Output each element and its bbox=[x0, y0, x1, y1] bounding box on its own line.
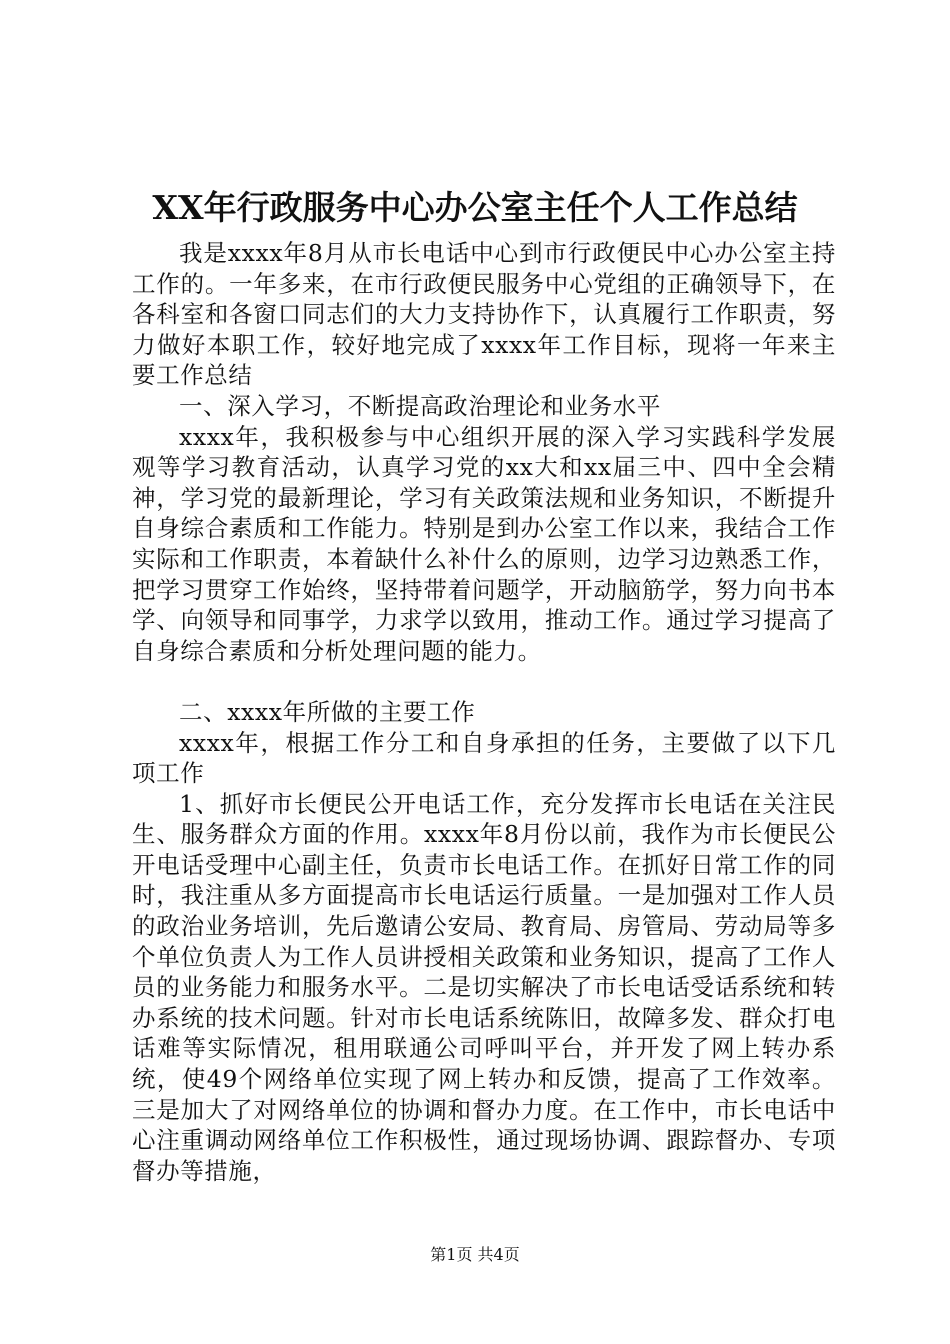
work-item-1-paragraph: 1、抓好市长便民公开电话工作，充分发挥市长电话在关注民生、服务群众方面的作用。xxxx年8月份以前，我作为市长便民公开电话受理中心副主任，负责市长电话工作。在抓好日常工作的同时，我注重从多方面提高市长电话运行质量。一是加强对工作人员的政治业务培训，先后邀请公安局、教育局、房管局、劳动局等多个单位负责人为工作人员讲授相关政策和业务知识，提高了工作人员的业务能力和服务水平。二是切实解决了市长电话受话系统和转办系统的技术问题。针对市长电话系统陈旧，故障多发、群众打电话难等实际情况，租用联通公司呼叫平台，并开发了网上转办系统，使49个网络单位实现了网上转办和反馈，提高了工作效率。三是加大了对网络单位的协调和督办力度。在工作中，市长电话中心注重调动网络单位工作积极性，通过现场协调、跟踪督办、专项督办等措施， bbox=[132, 789, 836, 1185]
document-body bbox=[132, 238, 836, 1186]
section-1-paragraph: xxxx年，我积极参与中心组织开展的深入学习实践科学发展观等学习教育活动，认真学习党的xx大和xx届三中、四中全会精神，学习党的最新理论，学习有关政策法规和业务知识，不断提升自身综合素质和工作能力。特别是到办公室工作以来，我结合工作实际和工作职责，本着缺什么补什么的原则，边学习边熟悉工作，把学习贯穿工作始终，坚持带着问题学，开动脑筋学，努力向书本学、向领导和同事学，力求学以致用，推动工作。通过学习提高了自身综合素质和分析处理问题的能力。 bbox=[132, 422, 836, 665]
paragraph-spacer bbox=[132, 666, 836, 697]
section-2-heading: 二、xxxx年所做的主要工作 bbox=[179, 697, 476, 726]
intro-paragraph: 我是xxxx年8月从市长电话中心到市行政便民中心办公室主持工作的。一年多来，在市行政便民服务中心党组的正确领导下，在各科室和各窗口同志们的大力支持协作下，认真履行工作职责，努力做好本职工作，较好地完成了xxxx年工作目标，现将一年来主要工作总结 bbox=[132, 239, 836, 390]
section-1-heading: 一、深入学习，不断提高政治理论和业务水平 bbox=[179, 391, 661, 420]
section-2-intro-paragraph: xxxx年，根据工作分工和自身承担的任务，主要做了以下几项工作 bbox=[132, 728, 836, 788]
page-number-footer: 第1页 共4页 bbox=[430, 1245, 520, 1264]
document-title: XX年行政服务中心办公室主任个人工作总结 bbox=[152, 188, 798, 227]
